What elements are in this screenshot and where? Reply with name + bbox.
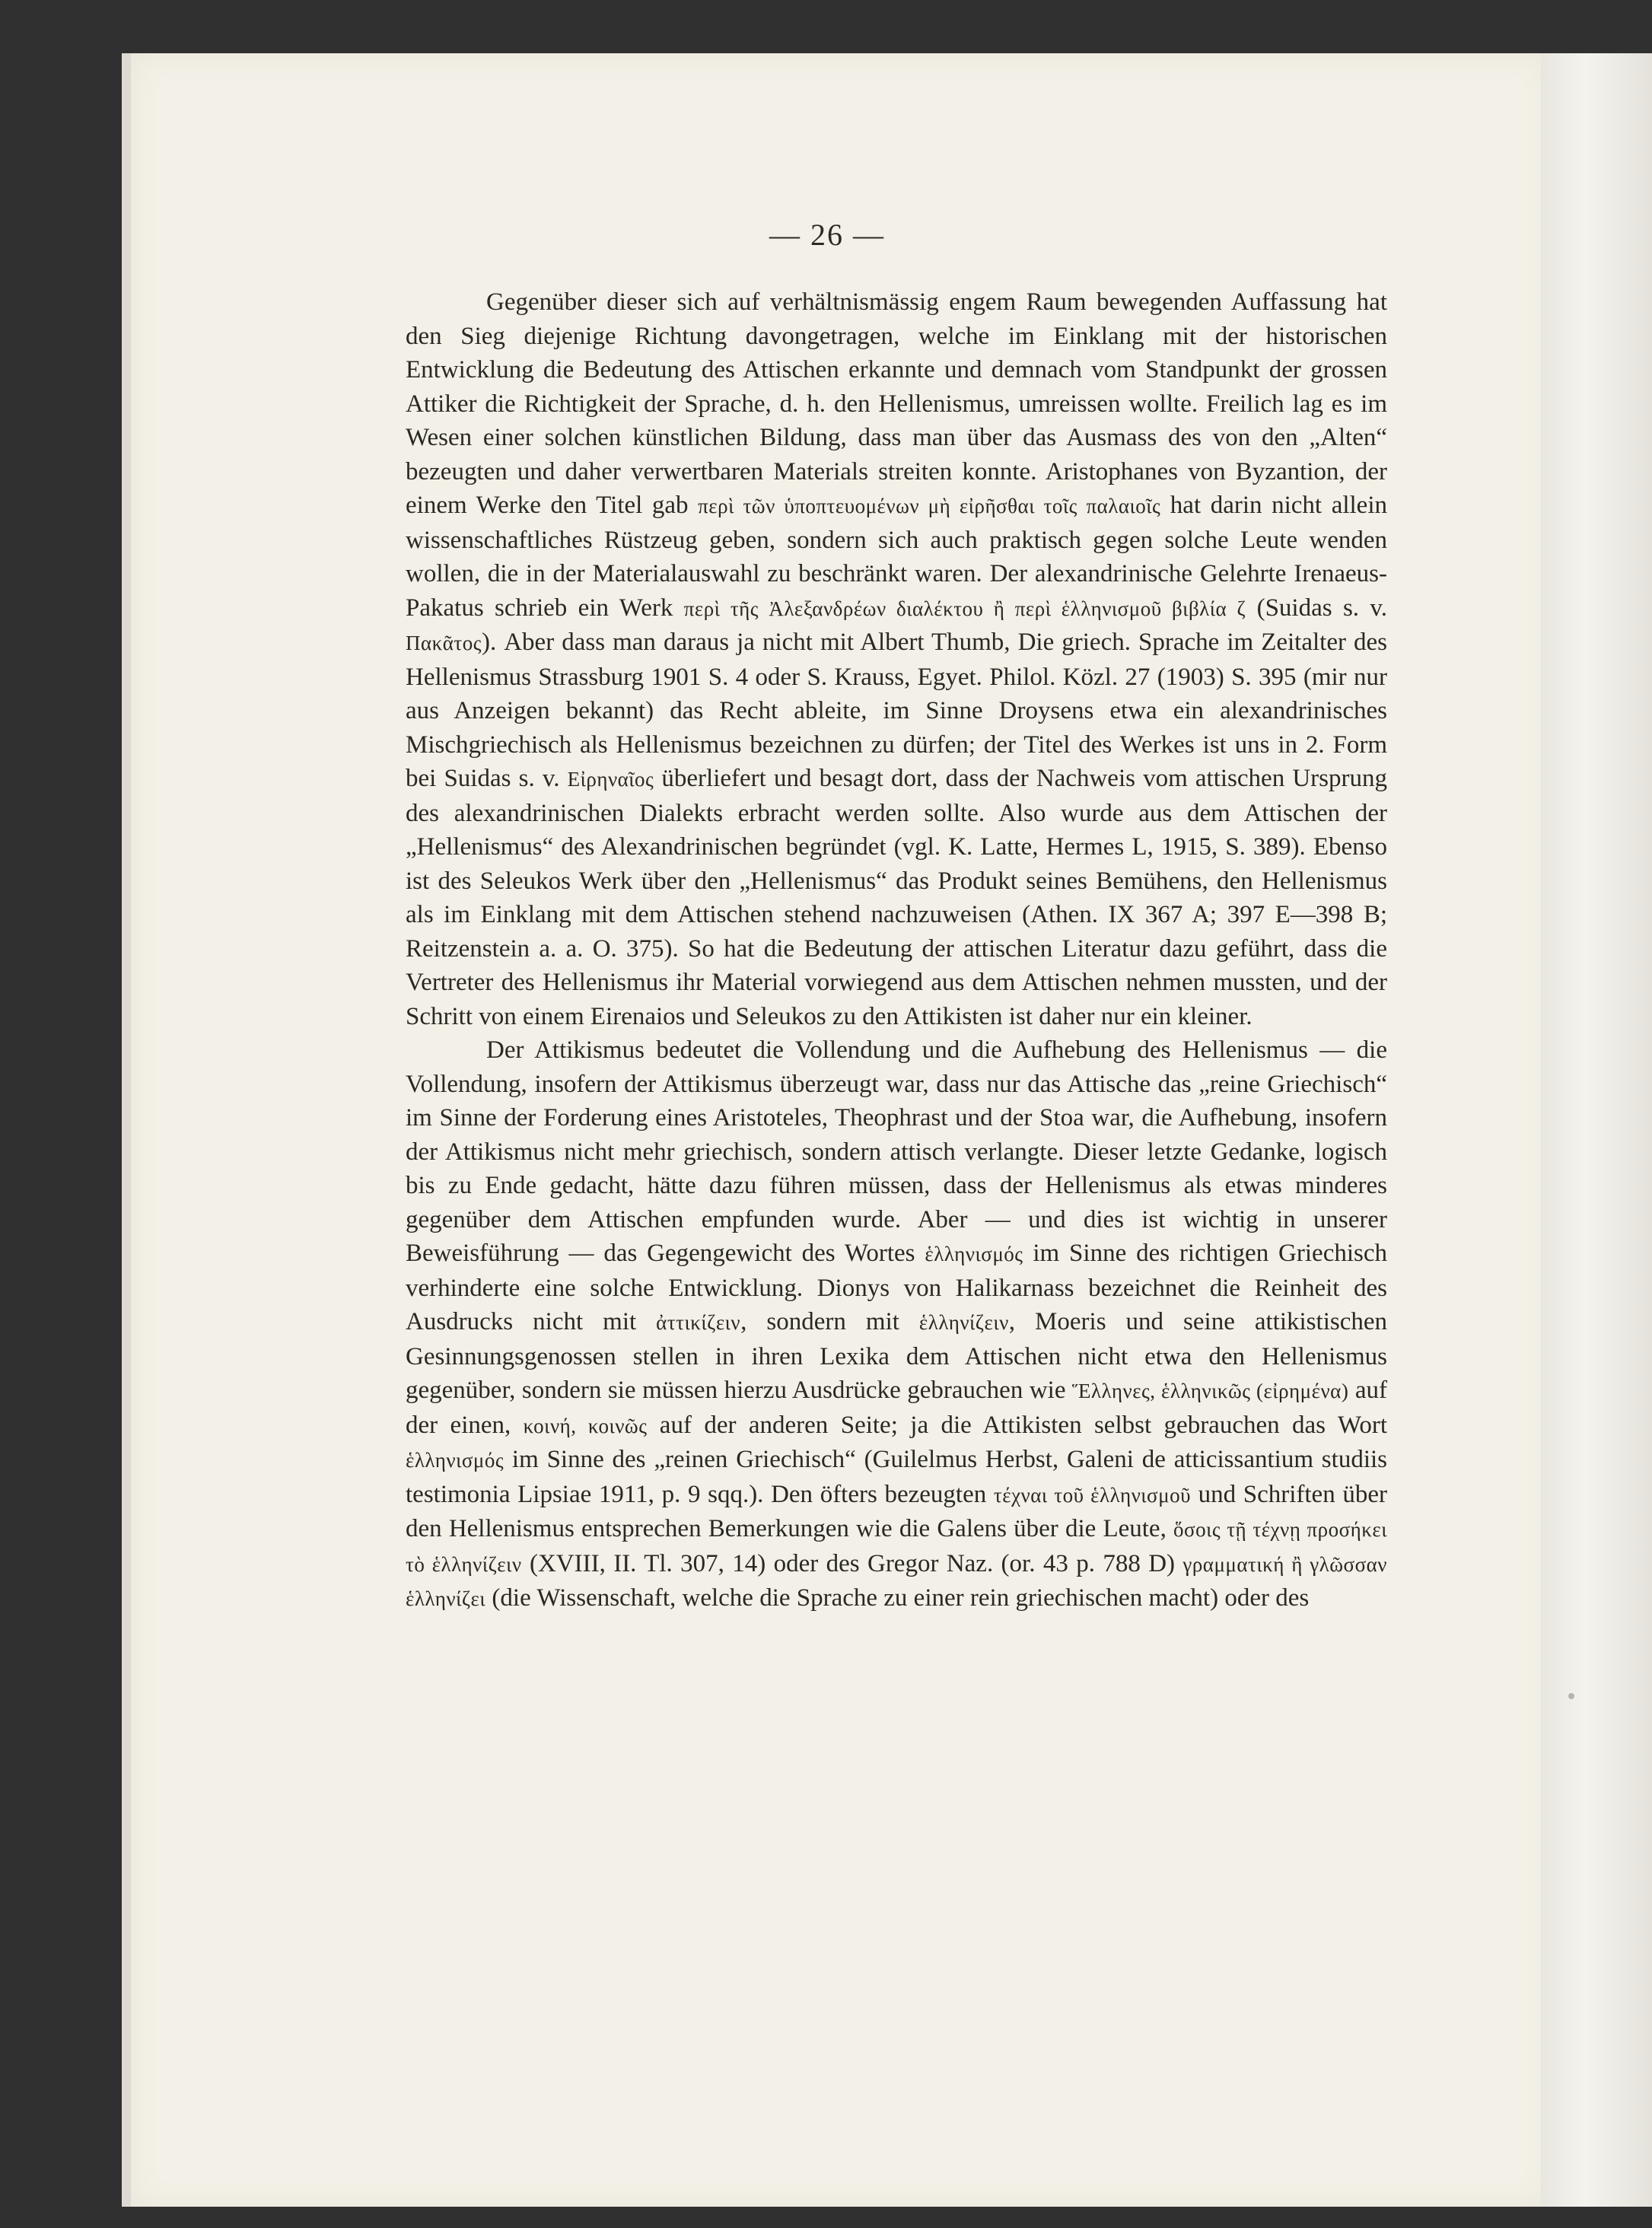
paper-speck: [1568, 1693, 1574, 1699]
greek-word: ἀττικίζειν: [656, 1311, 741, 1334]
text-segment: (Suidas s. v.: [1246, 594, 1388, 622]
greek-phrase: Ἕλληνες, ἑλληνικῶς (εἰρημένα): [1072, 1380, 1349, 1402]
text-segment: und Schriften über den Hellenismus entsprechen Bemerkungen wie die Galens über die Leute,: [406, 1480, 1387, 1542]
greek-phrase: ὅσοις τῇ τέχνῃ προσήκει τὸ ἑλληνίζειν: [406, 1518, 1388, 1576]
text-segment: Gegenüber dieser sich auf verhältnismässig engem Raum bewegenden Auffassung hat den Sieg diejenige Richtung davongetragen, welche im Einklang mit der historischen Entwicklung die Bedeutung des Attischen erkannte und demnach vom Standpunkt der grossen Attiker die Richtigkeit der Sprache, d. h. den Hellenismus, umreissen wollte. Freilich lag es im Wesen einer solchen künstlichen Bildung, dass man über das Ausmass des von den „Alten“ bezeugten und daher verwertbaren Materials streiten konnte. Aristophanes von Byzantion, der einem Werke den Titel gab: [406, 288, 1387, 519]
greek-phrase: κοινή, κοινῶς: [523, 1414, 648, 1437]
next-page-edge: [1541, 53, 1652, 2207]
greek-phrase: γραμματική ἢ γλῶσσαν ἑλληνίζει: [406, 1552, 1387, 1610]
greek-word: ἑλληνίζειν: [918, 1311, 1009, 1334]
page-number: — 26 —: [769, 218, 885, 252]
greek-word: ἑλληνισμός: [406, 1449, 505, 1472]
text-segment: auf der einen,: [406, 1377, 1387, 1439]
text-segment: (XVIII, II. Tl. 307, 14) oder des Gregor Naz. (or. 43 p. 788 D): [521, 1549, 1183, 1577]
text-segment: hat darin nicht allein wissenschaftliches Rüstzeug geben, sondern sich auch praktisch gegen solche Leute wenden wollen, die in der Materialauswahl zu beschränkt waren. Der alexandrinische Gelehrte Irenaeus-Pakatus schrieb ein Werk: [406, 492, 1387, 622]
text-segment: , sondern mit: [740, 1308, 919, 1335]
greek-title: περὶ τῶν ὑποπτευομένων μὴ εἰρῆσθαι τοῖς παλαιοῖς: [698, 495, 1161, 517]
text-segment: überliefert und besagt dort, dass der Nachweis vom attischen Ursprung des alexandrinischen Dialekts erbracht werden sollte. Also wurde aus dem Attischen der „Hellenismus“ des Alexandrinischen begründet (vgl. K. Latte, Hermes L, 1915, S. 389). Ebenso ist des Seleukos Werk über den „Hellenismus“ das Produkt seines Bemühens, den Hellenismus als im Einklang mit dem Attischen stehend nachzuweisen (Athen. IX 367 A; 397 E—398 B; Reitzenstein a. a. O. 375). So hat die Bedeutung der attischen Literatur dazu geführt, dass die Vertreter des Hellenismus ihr Material vorwiegend aus dem Attischen nehmen mussten, und der Schritt von einem Eirenaios und Seleukos zu den Attikisten ist daher nur ein kleiner.: [406, 765, 1387, 1030]
text-segment: Der Attikismus bedeutet die Vollendung und die Aufhebung des Hellenismus — die Vollendung, insofern der Attikismus überzeugt war, dass nur das Attische das „reine Griechisch“ im Sinne der Forderung eines Aristoteles, Theophrast und der Stoa war, die Aufhebung, insofern der Attikismus nicht mehr griechisch, sondern attisch verlangte. Dieser letzte Gedanke, logisch bis zu Ende gedacht, hätte dazu führen müssen, dass der Hellenismus als etwas minderes gegenüber dem Attischen empfunden wurde. Aber — und dies ist wichtig in unserer Beweisführung — das Gegengewicht des Wortes: [406, 1036, 1387, 1267]
greek-title: περὶ τῆς Ἀλεξανδρέων διαλέκτου ἢ περὶ ἑλληνισμοῦ βιβλία ζ: [683, 597, 1246, 620]
text-segment: , Moeris und seine attikistischen Gesinnungsgenossen stellen in ihren Lexika dem Attischen nicht etwa den Hellenismus gegenüber, sondern sie müssen hierzu Ausdrücke gebrauchen wie: [406, 1308, 1388, 1404]
body-text: [406, 285, 1387, 1616]
greek-word: Πακᾶτος: [406, 632, 482, 654]
text-segment: auf der anderen Seite; ja die Attikisten selbst gebrauchen das Wort: [647, 1411, 1387, 1439]
text-segment: (die Wissenschaft, welche die Sprache zu einer rein griechischen macht) oder des: [485, 1584, 1310, 1612]
paragraph-1: [406, 285, 1387, 1033]
text-segment: im Sinne des richtigen Griechisch verhinderte eine solche Entwicklung. Dionys von Halikarnass bezeichnet die Reinheit des Ausdrucks nicht mit: [406, 1240, 1387, 1335]
greek-word: Εἰρηναῖος: [567, 768, 654, 791]
text-segment: im Sinne des „reinen Griechisch“ (Guilelmus Herbst, Galeni de atticissantium studiis testimonia Lipsiae 1911, p. 9 sqq.). Den öfters bezeugten: [406, 1446, 1387, 1508]
greek-word: ἑλληνισμός: [925, 1243, 1023, 1265]
greek-phrase: τέχναι τοῦ ἑλληνισμοῦ: [993, 1483, 1191, 1507]
paragraph-2: [406, 1033, 1387, 1616]
text-segment: ). Aber dass man daraus ja nicht mit Albert Thumb, Die griech. Sprache im Zeitalter des Hellenismus Strassburg 1901 S. 4 oder S. Krauss, Egyet. Philol. Közl. 27 (1903) S. 395 (mir nur aus Anzeigen bekannt) das Recht ableite, im Sinne Droysens etwa ein alexandrinisches Mischgriechisch als Hellenismus bezeichnen zu dürfen; der Titel des Werkes ist uns in 2. Form bei Suidas s. v.: [406, 629, 1387, 792]
